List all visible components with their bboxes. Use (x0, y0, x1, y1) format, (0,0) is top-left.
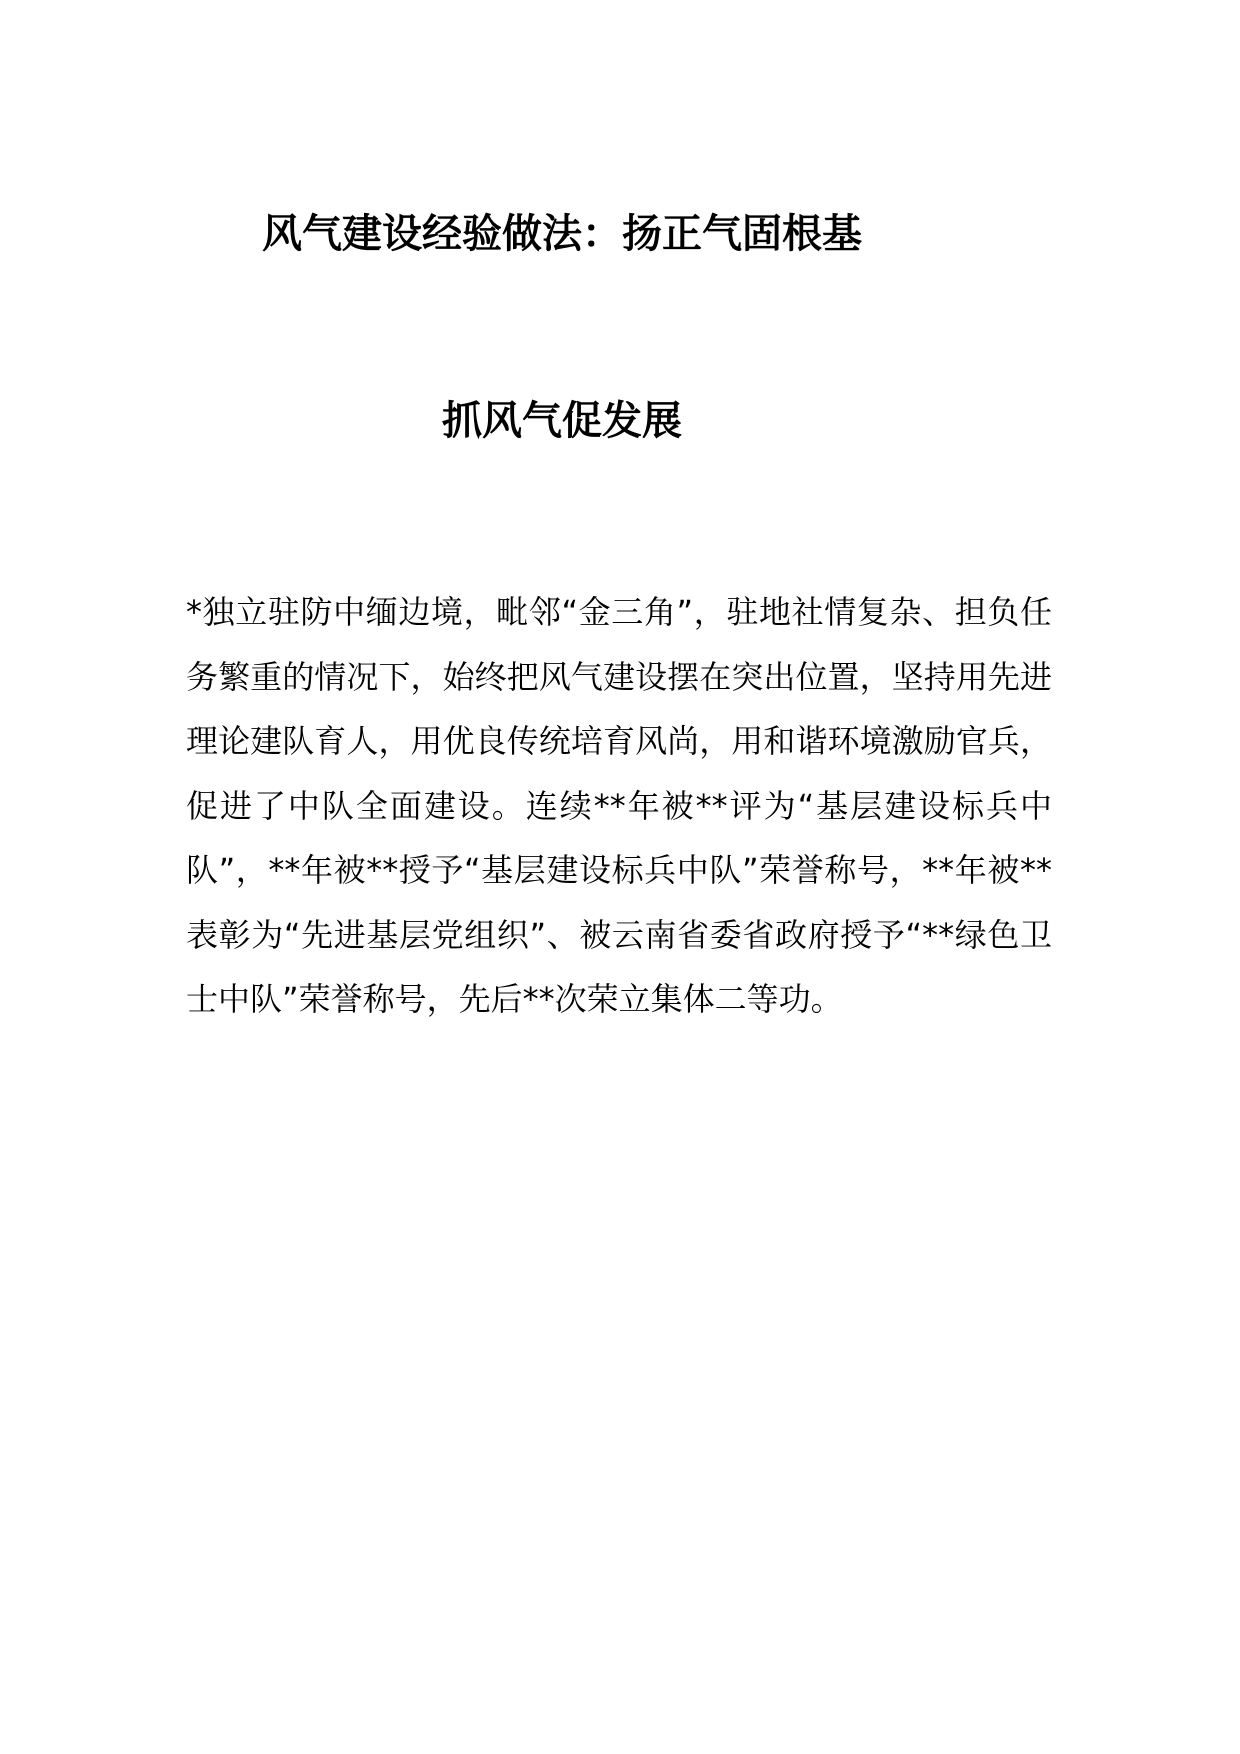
document-subtitle: 抓风气促发展 (442, 398, 682, 444)
document-title: 风气建设经验做法：扬正气固根基 (262, 211, 862, 257)
body-paragraph: *独立驻防中缅边境，毗邻“金三角”，驻地社情复杂、担负任务繁重的情况下，始终把风气建设摆在突出位置，坚持用先进理论建队育人，用优良传统培育风尚，用和谐环境激励官兵，促进了中队全面建设。连续**年被**评为“基层建设标兵中队”，**年被**授予“基层建设标兵中队”荣誉称号，**年被**表彰为“先进基层党组织”、被云南省委省政府授予“**绿色卫士中队”荣誉称号，先后**次荣立集体二等功。 (186, 593, 1052, 1018)
